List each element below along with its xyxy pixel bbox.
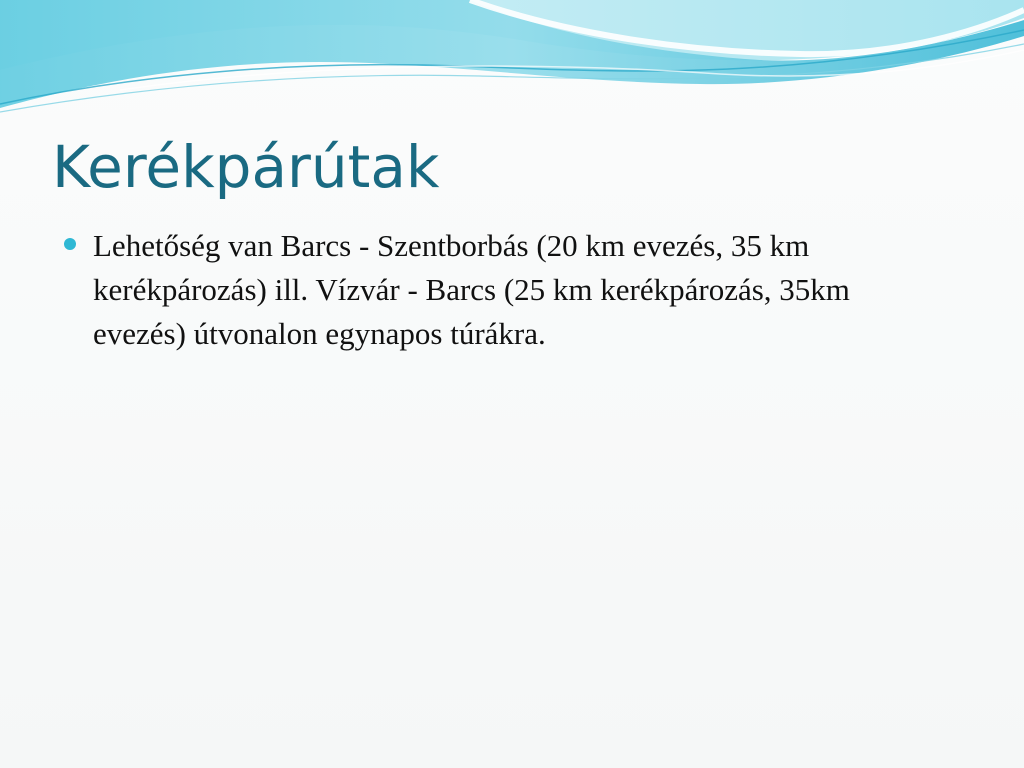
decorative-wave-header (0, 0, 1024, 120)
slide-title: Kerékpárútak (52, 133, 440, 201)
bullet-item (62, 224, 942, 356)
bullet-text: Lehetőség van Barcs - Szentborbás (20 km evezés, 35 km kerékpározás) ill. Vízvár - Barcs (25 km kerékpározás, 35km evezés) útvonalon egynapos túrákra. (93, 228, 850, 351)
bullet-list (62, 224, 942, 356)
bullet-dot-icon (64, 238, 76, 250)
